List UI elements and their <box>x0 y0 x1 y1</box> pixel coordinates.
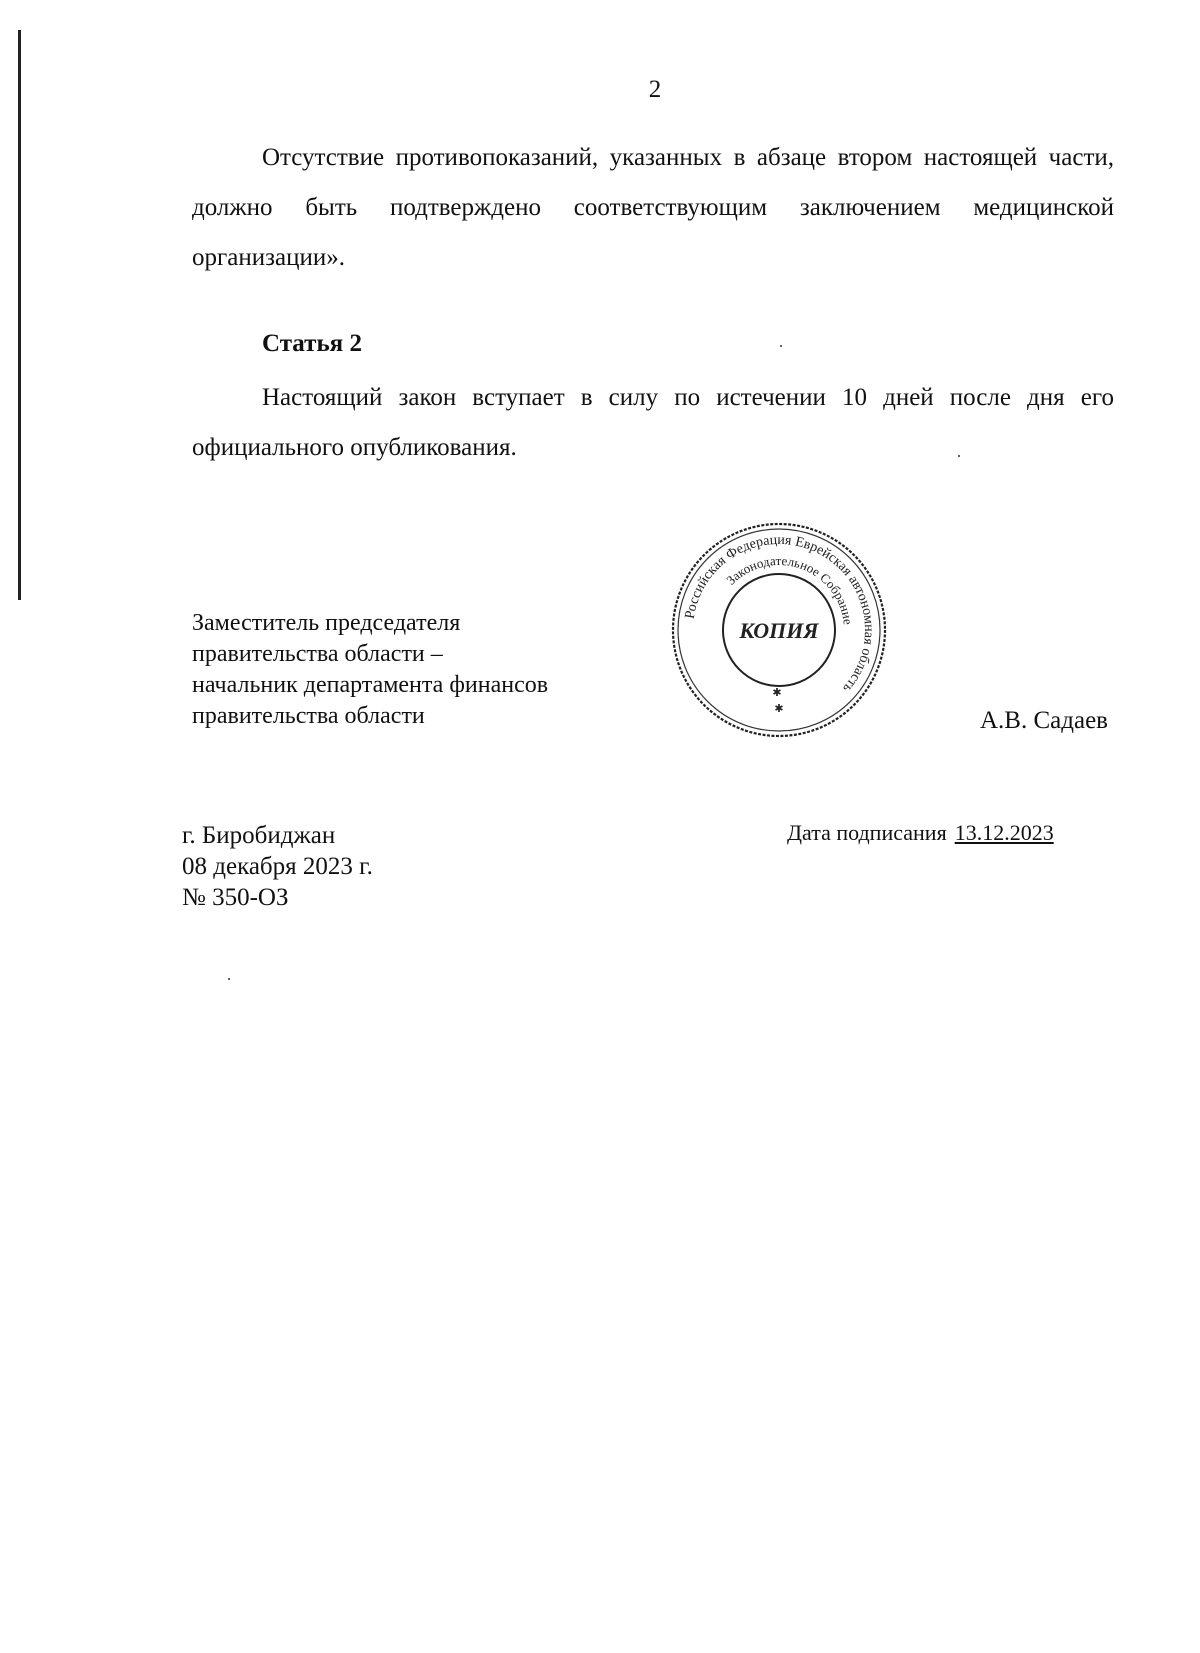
signatory-title-line: правительства области <box>192 703 425 729</box>
signing-date-label: Дата подписания <box>787 820 947 845</box>
signatory-title <box>192 608 548 732</box>
official-stamp <box>668 519 890 741</box>
stamp-inner-text: Законодательное Собрание <box>723 552 856 626</box>
paragraph-contraindications: Отсутствие противопоказаний, указанных в абзаце втором настоящей части, должно быть подтверждено соответствующим заключением медицинской организации». <box>192 144 1114 271</box>
stamp-outer-text: Российская Федерация Еврейская автономная область <box>682 532 877 696</box>
stamp-center-text: КОПИЯ <box>739 618 819 643</box>
adoption-date: 08 декабря 2023 г. <box>182 853 373 880</box>
scan-speck <box>780 345 782 347</box>
scan-edge-line <box>18 30 21 600</box>
law-number: № 350-ОЗ <box>182 884 289 911</box>
signatory-title-line: правительства области – <box>192 641 443 667</box>
signing-date-value: 13.12.2023 <box>954 820 1054 845</box>
scan-speck <box>228 978 230 980</box>
scan-speck <box>958 455 960 457</box>
signer-name: А.В. Садаев <box>980 707 1108 734</box>
stamp-star-icon: ✱ <box>774 702 784 715</box>
article-heading: Статья 2 <box>262 330 362 357</box>
page-number: 2 <box>648 76 662 103</box>
city: г. Биробиджан <box>182 822 336 849</box>
paragraph-entry-into-force: Настоящий закон вступает в силу по истечении 10 дней после дня его официального опубликования. <box>192 384 1114 461</box>
place-and-number <box>182 820 373 913</box>
signing-date <box>787 820 1054 846</box>
signatory-title-line: начальник департамента финансов <box>192 672 549 698</box>
stamp-star-icon: ✱ <box>772 686 782 699</box>
signatory-title-line: Заместитель председателя <box>192 610 461 636</box>
